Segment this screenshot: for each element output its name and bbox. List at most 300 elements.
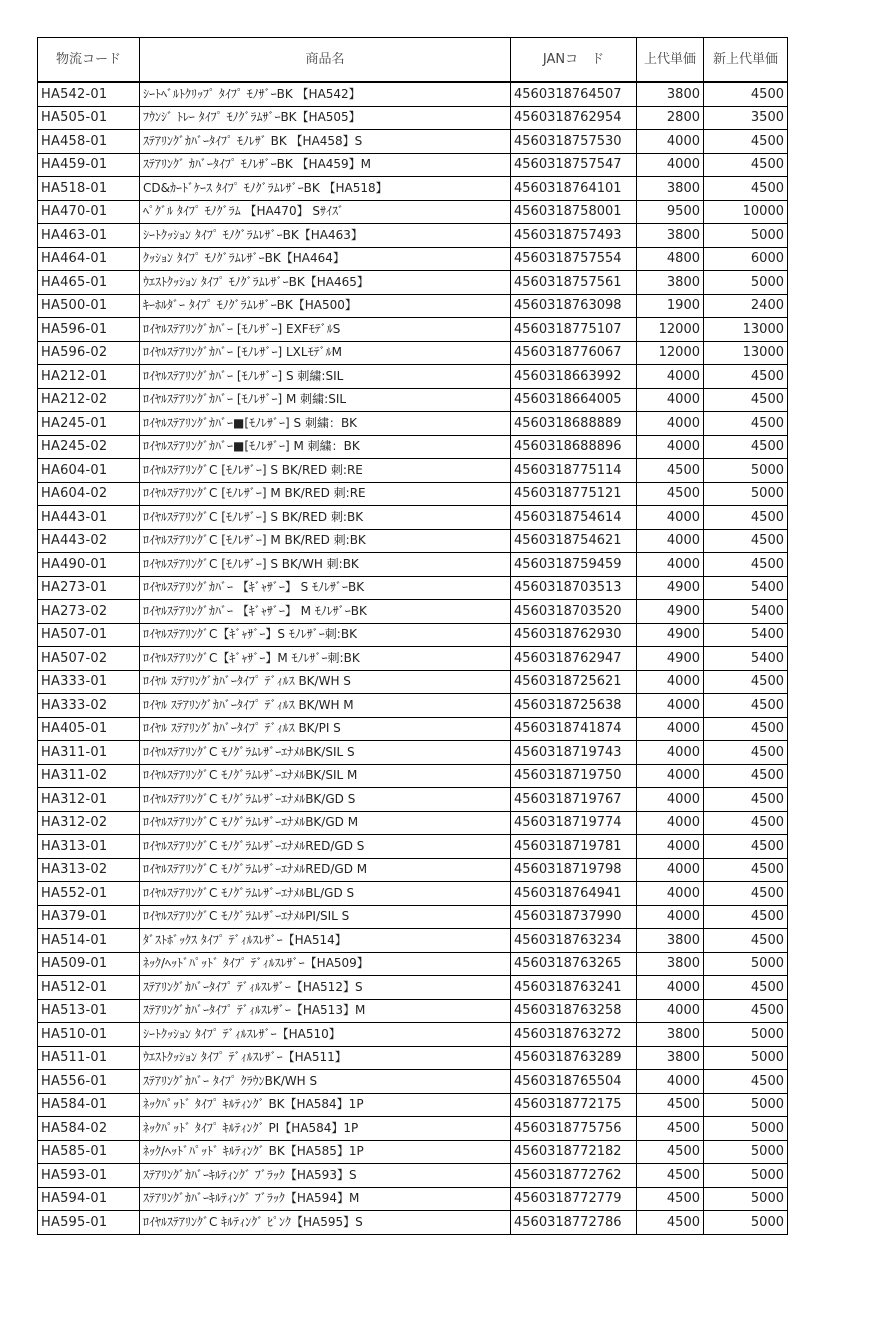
cell-price-old: 4000 — [637, 764, 704, 788]
cell-jan-code: 4560318762930 — [511, 623, 637, 647]
cell-price-new: 5000 — [704, 482, 788, 506]
table-row — [38, 1164, 788, 1188]
cell-price-new: 5000 — [704, 459, 788, 483]
cell-product-name: ﾛｲﾔﾙ ｽﾃｱﾘﾝｸﾞｶﾊﾞｰﾀｲﾌﾟ ﾃﾞｨﾙｽ BK/WH M — [140, 694, 511, 718]
cell-price-new: 4500 — [704, 788, 788, 812]
cell-code: HA245-02 — [38, 435, 140, 459]
cell-jan-code: 4560318763272 — [511, 1023, 637, 1047]
cell-code: HA595-01 — [38, 1211, 140, 1235]
table-row — [38, 506, 788, 530]
cell-jan-code: 4560318772182 — [511, 1140, 637, 1164]
cell-jan-code: 4560318764507 — [511, 82, 637, 106]
cell-price-new: 5400 — [704, 647, 788, 671]
cell-jan-code: 4560318772762 — [511, 1164, 637, 1188]
cell-product-name: ｷｰﾎﾙﾀﾞｰ ﾀｲﾌﾟ ﾓﾉｸﾞﾗﾑﾚｻﾞｰBK【HA500】 — [140, 294, 511, 318]
cell-price-new: 4500 — [704, 858, 788, 882]
cell-price-new: 4500 — [704, 717, 788, 741]
cell-price-old: 4500 — [637, 1093, 704, 1117]
cell-price-old: 4800 — [637, 247, 704, 271]
header-code: 物流コード — [38, 38, 140, 83]
table-row — [38, 529, 788, 553]
cell-code: HA273-01 — [38, 576, 140, 600]
table-row — [38, 811, 788, 835]
cell-product-name: ﾌｳﾝｼﾞ ﾄﾚｰ ﾀｲﾌﾟ ﾓﾉｸﾞﾗﾑｻﾞｰBK【HA505】 — [140, 106, 511, 130]
cell-product-name: ﾛｲﾔﾙ ｽﾃｱﾘﾝｸﾞｶﾊﾞｰﾀｲﾌﾟ ﾃﾞｨﾙｽ BK/PI S — [140, 717, 511, 741]
cell-product-name: ｼｰﾄｸｯｼｮﾝ ﾀｲﾌﾟ ﾓﾉｸﾞﾗﾑﾚｻﾞｰBK【HA463】 — [140, 224, 511, 248]
cell-price-old: 4000 — [637, 694, 704, 718]
cell-product-name: ﾛｲﾔﾙｽﾃｱﾘﾝｸﾞｶﾊﾞｰ 【ｷﾞｬｻﾞｰ】 M ﾓﾉﾚｻﾞｰBK — [140, 600, 511, 624]
table-row — [38, 1117, 788, 1141]
cell-jan-code: 4560318719767 — [511, 788, 637, 812]
table-row — [38, 764, 788, 788]
cell-code: HA507-01 — [38, 623, 140, 647]
cell-jan-code: 4560318764101 — [511, 177, 637, 201]
cell-price-new: 5000 — [704, 271, 788, 295]
cell-product-name: ｳｴｽﾄｸｯｼｮﾝ ﾀｲﾌﾟ ﾓﾉｸﾞﾗﾑﾚｻﾞｰBK【HA465】 — [140, 271, 511, 295]
cell-price-old: 4900 — [637, 600, 704, 624]
cell-product-name: ﾛｲﾔﾙｽﾃｱﾘﾝｸﾞC ﾓﾉｸﾞﾗﾑﾚｻﾞｰｴﾅﾒﾙBL/GD S — [140, 882, 511, 906]
cell-product-name: ｽﾃｱﾘﾝｸﾞｶﾊﾞｰﾀｲﾌﾟ ﾃﾞｨﾙｽﾚｻﾞｰ【HA512】S — [140, 976, 511, 1000]
cell-price-new: 5000 — [704, 1140, 788, 1164]
cell-price-old: 4000 — [637, 506, 704, 530]
cell-jan-code: 4560318725621 — [511, 670, 637, 694]
cell-price-old: 4000 — [637, 153, 704, 177]
cell-product-name: ﾛｲﾔﾙｽﾃｱﾘﾝｸﾞC [ﾓﾉﾚｻﾞｰ] S BK/RED 刺:BK — [140, 506, 511, 530]
table-row — [38, 412, 788, 436]
cell-code: HA514-01 — [38, 929, 140, 953]
cell-jan-code: 4560318757554 — [511, 247, 637, 271]
cell-price-old: 3800 — [637, 82, 704, 106]
cell-code: HA405-01 — [38, 717, 140, 741]
cell-product-name: ﾈｯｸﾊﾟｯﾄﾞ ﾀｲﾌﾟ ｷﾙﾃｨﾝｸﾞ PI【HA584】1P — [140, 1117, 511, 1141]
cell-code: HA542-01 — [38, 82, 140, 106]
cell-price-old: 1900 — [637, 294, 704, 318]
cell-jan-code: 4560318763258 — [511, 999, 637, 1023]
cell-price-old: 9500 — [637, 200, 704, 224]
cell-product-name: ｽﾃｱﾘﾝｸﾞ ｶﾊﾞｰﾀｲﾌﾟ ﾓﾉﾚｻﾞｰBK 【HA459】M — [140, 153, 511, 177]
cell-code: HA552-01 — [38, 882, 140, 906]
cell-price-new: 4500 — [704, 388, 788, 412]
cell-price-old: 4500 — [637, 482, 704, 506]
cell-price-new: 5000 — [704, 1187, 788, 1211]
table-row — [38, 1046, 788, 1070]
table-row — [38, 741, 788, 765]
cell-code: HA556-01 — [38, 1070, 140, 1094]
cell-jan-code: 4560318775107 — [511, 318, 637, 342]
cell-code: HA511-01 — [38, 1046, 140, 1070]
table-row — [38, 153, 788, 177]
cell-product-name: ﾛｲﾔﾙｽﾃｱﾘﾝｸﾞｶﾊﾞｰ■[ﾓﾉﾚｻﾞｰ] S 刺繍：BK — [140, 412, 511, 436]
cell-price-new: 5000 — [704, 1117, 788, 1141]
cell-jan-code: 4560318688896 — [511, 435, 637, 459]
cell-price-old: 3800 — [637, 271, 704, 295]
cell-price-old: 4000 — [637, 905, 704, 929]
cell-price-new: 4500 — [704, 506, 788, 530]
cell-jan-code: 4560318757530 — [511, 130, 637, 154]
cell-price-new: 6000 — [704, 247, 788, 271]
cell-code: HA593-01 — [38, 1164, 140, 1188]
header-price-new: 新上代単価 — [704, 38, 788, 83]
cell-price-new: 4500 — [704, 553, 788, 577]
table-row — [38, 106, 788, 130]
cell-price-new: 5000 — [704, 224, 788, 248]
table-row — [38, 130, 788, 154]
cell-code: HA463-01 — [38, 224, 140, 248]
cell-product-name: ｽﾃｱﾘﾝｸﾞｶﾊﾞｰｷﾙﾃｨﾝｸﾞ ﾌﾞﾗｯｸ【HA594】M — [140, 1187, 511, 1211]
cell-jan-code: 4560318719774 — [511, 811, 637, 835]
cell-jan-code: 4560318759459 — [511, 553, 637, 577]
table-row — [38, 1211, 788, 1235]
table-row — [38, 459, 788, 483]
cell-price-old: 3800 — [637, 929, 704, 953]
cell-jan-code: 4560318737990 — [511, 905, 637, 929]
cell-product-name: ｼｰﾄﾍﾞﾙﾄｸﾘｯﾌﾟ ﾀｲﾌﾟ ﾓﾉｻﾞｰBK 【HA542】 — [140, 82, 511, 106]
cell-product-name: ﾍﾟｸﾞﾙ ﾀｲﾌﾟ ﾓﾉｸﾞﾗﾑ 【HA470】 Sｻｲｽﾞ — [140, 200, 511, 224]
cell-product-name: ﾛｲﾔﾙｽﾃｱﾘﾝｸﾞC [ﾓﾉﾚｻﾞｰ] S BK/WH 刺:BK — [140, 553, 511, 577]
cell-price-new: 4500 — [704, 999, 788, 1023]
cell-product-name: ﾛｲﾔﾙｽﾃｱﾘﾝｸﾞC ｷﾙﾃｨﾝｸﾞ ﾋﾟﾝｸ【HA595】S — [140, 1211, 511, 1235]
cell-code: HA585-01 — [38, 1140, 140, 1164]
cell-price-old: 4500 — [637, 1164, 704, 1188]
cell-code: HA490-01 — [38, 553, 140, 577]
cell-code: HA596-01 — [38, 318, 140, 342]
cell-product-name: ｽﾃｱﾘﾝｸﾞｶﾊﾞｰｷﾙﾃｨﾝｸﾞ ﾌﾞﾗｯｸ【HA593】S — [140, 1164, 511, 1188]
cell-price-old: 4000 — [637, 976, 704, 1000]
table-row — [38, 1023, 788, 1047]
cell-product-name: ﾛｲﾔﾙｽﾃｱﾘﾝｸﾞC ﾓﾉｸﾞﾗﾑﾚｻﾞｰｴﾅﾒﾙRED/GD S — [140, 835, 511, 859]
table-row — [38, 1187, 788, 1211]
header-jan-code: JANコ ド — [511, 38, 637, 83]
cell-price-new: 13000 — [704, 318, 788, 342]
cell-price-old: 4000 — [637, 788, 704, 812]
cell-jan-code: 4560318664005 — [511, 388, 637, 412]
table-row — [38, 858, 788, 882]
cell-code: HA464-01 — [38, 247, 140, 271]
cell-price-old: 4500 — [637, 1140, 704, 1164]
cell-code: HA333-02 — [38, 694, 140, 718]
cell-product-name: ｳｴｽﾄｸｯｼｮﾝ ﾀｲﾌﾟ ﾃﾞｨﾙｽﾚｻﾞｰ【HA511】 — [140, 1046, 511, 1070]
cell-product-name: ﾛｲﾔﾙｽﾃｱﾘﾝｸﾞC ﾓﾉｸﾞﾗﾑﾚｻﾞｰｴﾅﾒﾙBK/SIL M — [140, 764, 511, 788]
cell-price-new: 5000 — [704, 1093, 788, 1117]
cell-jan-code: 4560318775121 — [511, 482, 637, 506]
cell-jan-code: 4560318763098 — [511, 294, 637, 318]
cell-product-name: ﾛｲﾔﾙ ｽﾃｱﾘﾝｸﾞｶﾊﾞｰﾀｲﾌﾟ ﾃﾞｨﾙｽ BK/WH S — [140, 670, 511, 694]
cell-price-old: 4000 — [637, 835, 704, 859]
table-row — [38, 1140, 788, 1164]
table-row — [38, 882, 788, 906]
cell-jan-code: 4560318719781 — [511, 835, 637, 859]
cell-product-name: ｽﾃｱﾘﾝｸﾞｶﾊﾞｰﾀｲﾌﾟ ﾃﾞｨﾙｽﾚｻﾞｰ【HA513】M — [140, 999, 511, 1023]
cell-code: HA212-02 — [38, 388, 140, 412]
cell-price-old: 4000 — [637, 412, 704, 436]
cell-code: HA443-02 — [38, 529, 140, 553]
cell-price-new: 4500 — [704, 976, 788, 1000]
cell-code: HA518-01 — [38, 177, 140, 201]
cell-jan-code: 4560318719798 — [511, 858, 637, 882]
cell-price-old: 4000 — [637, 858, 704, 882]
cell-product-name: ﾈｯｸ/ﾍｯﾄﾞﾊﾟｯﾄﾞ ﾀｲﾌﾟ ﾃﾞｨﾙｽﾚｻﾞｰ【HA509】 — [140, 952, 511, 976]
cell-code: HA245-01 — [38, 412, 140, 436]
cell-jan-code: 4560318663992 — [511, 365, 637, 389]
cell-price-new: 4500 — [704, 670, 788, 694]
table-row — [38, 1093, 788, 1117]
cell-price-old: 4000 — [637, 435, 704, 459]
cell-jan-code: 4560318776067 — [511, 341, 637, 365]
cell-code: HA470-01 — [38, 200, 140, 224]
table-row — [38, 600, 788, 624]
cell-jan-code: 4560318757547 — [511, 153, 637, 177]
cell-price-new: 4500 — [704, 882, 788, 906]
cell-code: HA596-02 — [38, 341, 140, 365]
table-row — [38, 976, 788, 1000]
cell-jan-code: 4560318772175 — [511, 1093, 637, 1117]
table-row — [38, 294, 788, 318]
table-row — [38, 271, 788, 295]
cell-jan-code: 4560318762947 — [511, 647, 637, 671]
cell-price-old: 2800 — [637, 106, 704, 130]
cell-price-new: 5400 — [704, 600, 788, 624]
cell-code: HA459-01 — [38, 153, 140, 177]
cell-product-name: ｽﾃｱﾘﾝｸﾞｶﾊﾞｰ ﾀｲﾌﾟ ｸﾗｳﾝBK/WH S — [140, 1070, 511, 1094]
cell-jan-code: 4560318757493 — [511, 224, 637, 248]
cell-price-old: 4000 — [637, 811, 704, 835]
cell-code: HA273-02 — [38, 600, 140, 624]
cell-code: HA312-02 — [38, 811, 140, 835]
cell-jan-code: 4560318754621 — [511, 529, 637, 553]
cell-product-name: ﾛｲﾔﾙｽﾃｱﾘﾝｸﾞｶﾊﾞｰ [ﾓﾉﾚｻﾞｰ] S 刺繍:SIL — [140, 365, 511, 389]
cell-price-old: 4000 — [637, 670, 704, 694]
table-body — [38, 82, 788, 1234]
cell-price-new: 5000 — [704, 1023, 788, 1047]
table-row — [38, 670, 788, 694]
table-row — [38, 388, 788, 412]
cell-product-name: ﾛｲﾔﾙｽﾃｱﾘﾝｸﾞC [ﾓﾉﾚｻﾞｰ] S BK/RED 刺:RE — [140, 459, 511, 483]
table-row — [38, 647, 788, 671]
cell-price-new: 13000 — [704, 341, 788, 365]
cell-price-new: 4500 — [704, 435, 788, 459]
cell-price-old: 4900 — [637, 623, 704, 647]
cell-price-old: 4000 — [637, 999, 704, 1023]
cell-jan-code: 4560318719750 — [511, 764, 637, 788]
cell-jan-code: 4560318772779 — [511, 1187, 637, 1211]
table-row — [38, 224, 788, 248]
cell-jan-code: 4560318688889 — [511, 412, 637, 436]
cell-jan-code: 4560318758001 — [511, 200, 637, 224]
cell-jan-code: 4560318763265 — [511, 952, 637, 976]
cell-price-new: 10000 — [704, 200, 788, 224]
cell-price-old: 4000 — [637, 130, 704, 154]
cell-price-new: 4500 — [704, 529, 788, 553]
cell-code: HA510-01 — [38, 1023, 140, 1047]
cell-code: HA313-02 — [38, 858, 140, 882]
cell-price-old: 4500 — [637, 1187, 704, 1211]
cell-jan-code: 4560318763234 — [511, 929, 637, 953]
cell-code: HA594-01 — [38, 1187, 140, 1211]
cell-product-name: ﾛｲﾔﾙｽﾃｱﾘﾝｸﾞｶﾊﾞｰ [ﾓﾉﾚｻﾞｰ] M 刺繍:SIL — [140, 388, 511, 412]
cell-price-new: 5000 — [704, 1046, 788, 1070]
cell-price-new: 4500 — [704, 835, 788, 859]
cell-price-old: 12000 — [637, 318, 704, 342]
table-row — [38, 717, 788, 741]
cell-product-name: ﾛｲﾔﾙｽﾃｱﾘﾝｸﾞC ﾓﾉｸﾞﾗﾑﾚｻﾞｰｴﾅﾒﾙBK/GD S — [140, 788, 511, 812]
cell-jan-code: 4560318764941 — [511, 882, 637, 906]
cell-price-new: 3500 — [704, 106, 788, 130]
table-row — [38, 623, 788, 647]
cell-price-old: 3800 — [637, 952, 704, 976]
cell-product-name: CD&ｶｰﾄﾞｹｰｽ ﾀｲﾌﾟ ﾓﾉｸﾞﾗﾑﾚｻﾞｰBK 【HA518】 — [140, 177, 511, 201]
table-row — [38, 835, 788, 859]
cell-price-new: 4500 — [704, 811, 788, 835]
cell-code: HA500-01 — [38, 294, 140, 318]
cell-code: HA379-01 — [38, 905, 140, 929]
cell-jan-code: 4560318775114 — [511, 459, 637, 483]
cell-price-old: 4000 — [637, 529, 704, 553]
table-row — [38, 365, 788, 389]
header-price-old: 上代単価 — [637, 38, 704, 83]
cell-product-name: ﾛｲﾔﾙｽﾃｱﾘﾝｸﾞｶﾊﾞｰ■[ﾓﾉﾚｻﾞｰ] M 刺繍：BK — [140, 435, 511, 459]
cell-code: HA584-01 — [38, 1093, 140, 1117]
cell-price-old: 4000 — [637, 741, 704, 765]
table-row — [38, 82, 788, 106]
table-row — [38, 952, 788, 976]
cell-jan-code: 4560318757561 — [511, 271, 637, 295]
cell-price-new: 4500 — [704, 694, 788, 718]
cell-price-new: 5400 — [704, 623, 788, 647]
cell-price-new: 4500 — [704, 365, 788, 389]
cell-price-new: 4500 — [704, 764, 788, 788]
cell-product-name: ﾛｲﾔﾙｽﾃｱﾘﾝｸﾞｶﾊﾞｰ 【ｷﾞｬｻﾞｰ】 S ﾓﾉﾚｻﾞｰBK — [140, 576, 511, 600]
cell-price-old: 4500 — [637, 1211, 704, 1235]
cell-price-new: 4500 — [704, 412, 788, 436]
cell-product-name: ｼｰﾄｸｯｼｮﾝ ﾀｲﾌﾟ ﾃﾞｨﾙｽﾚｻﾞｰ【HA510】 — [140, 1023, 511, 1047]
cell-price-old: 4000 — [637, 717, 704, 741]
cell-code: HA458-01 — [38, 130, 140, 154]
cell-price-new: 5000 — [704, 1164, 788, 1188]
cell-price-old: 4900 — [637, 647, 704, 671]
cell-price-old: 4500 — [637, 1117, 704, 1141]
cell-price-old: 12000 — [637, 341, 704, 365]
cell-price-new: 5000 — [704, 952, 788, 976]
cell-product-name: ﾛｲﾔﾙｽﾃｱﾘﾝｸﾞC [ﾓﾉﾚｻﾞｰ] M BK/RED 刺:BK — [140, 529, 511, 553]
cell-price-new: 4500 — [704, 177, 788, 201]
cell-price-new: 4500 — [704, 130, 788, 154]
cell-price-new: 4500 — [704, 82, 788, 106]
cell-price-new: 2400 — [704, 294, 788, 318]
table-row — [38, 576, 788, 600]
cell-product-name: ﾛｲﾔﾙｽﾃｱﾘﾝｸﾞC ﾓﾉｸﾞﾗﾑﾚｻﾞｰｴﾅﾒﾙBK/SIL S — [140, 741, 511, 765]
table-row — [38, 905, 788, 929]
cell-jan-code: 4560318703520 — [511, 600, 637, 624]
cell-product-name: ﾛｲﾔﾙｽﾃｱﾘﾝｸﾞC【ｷﾞｬｻﾞｰ】M ﾓﾉﾚｻﾞｰ刺:BK — [140, 647, 511, 671]
cell-code: HA507-02 — [38, 647, 140, 671]
cell-code: HA212-01 — [38, 365, 140, 389]
cell-code: HA333-01 — [38, 670, 140, 694]
cell-jan-code: 4560318703513 — [511, 576, 637, 600]
cell-price-new: 4500 — [704, 1070, 788, 1094]
cell-code: HA505-01 — [38, 106, 140, 130]
table-header — [38, 38, 788, 83]
cell-code: HA311-02 — [38, 764, 140, 788]
cell-product-name: ﾛｲﾔﾙｽﾃｱﾘﾝｸﾞｶﾊﾞｰ [ﾓﾉﾚｻﾞｰ] EXFﾓﾃﾞﾙS — [140, 318, 511, 342]
cell-jan-code: 4560318741874 — [511, 717, 637, 741]
cell-code: HA604-02 — [38, 482, 140, 506]
cell-price-old: 3800 — [637, 224, 704, 248]
cell-product-name: ﾈｯｸ/ﾍｯﾄﾞﾊﾟｯﾄﾞ ｷﾙﾃｨﾝｸﾞ BK【HA585】1P — [140, 1140, 511, 1164]
cell-product-name: ﾈｯｸﾊﾟｯﾄﾞ ﾀｲﾌﾟ ｷﾙﾃｨﾝｸﾞ BK【HA584】1P — [140, 1093, 511, 1117]
table-row — [38, 553, 788, 577]
cell-product-name: ﾛｲﾔﾙｽﾃｱﾘﾝｸﾞC [ﾓﾉﾚｻﾞｰ] M BK/RED 刺:RE — [140, 482, 511, 506]
table-row — [38, 1070, 788, 1094]
cell-price-old: 4000 — [637, 1070, 704, 1094]
cell-code: HA512-01 — [38, 976, 140, 1000]
cell-price-new: 4500 — [704, 929, 788, 953]
table-row — [38, 999, 788, 1023]
table-row — [38, 694, 788, 718]
cell-price-old: 4000 — [637, 882, 704, 906]
table-row — [38, 929, 788, 953]
cell-jan-code: 4560318772786 — [511, 1211, 637, 1235]
table-row — [38, 177, 788, 201]
cell-code: HA509-01 — [38, 952, 140, 976]
table-row — [38, 788, 788, 812]
cell-code: HA312-01 — [38, 788, 140, 812]
cell-price-old: 3800 — [637, 1023, 704, 1047]
cell-code: HA465-01 — [38, 271, 140, 295]
cell-product-name: ｸｯｼｮﾝ ﾀｲﾌﾟ ﾓﾉｸﾞﾗﾑﾚｻﾞｰBK【HA464】 — [140, 247, 511, 271]
cell-jan-code: 4560318763289 — [511, 1046, 637, 1070]
cell-product-name: ﾛｲﾔﾙｽﾃｱﾘﾝｸﾞｶﾊﾞｰ [ﾓﾉﾚｻﾞｰ] LXLﾓﾃﾞﾙM — [140, 341, 511, 365]
cell-jan-code: 4560318763241 — [511, 976, 637, 1000]
cell-code: HA311-01 — [38, 741, 140, 765]
cell-product-name: ﾛｲﾔﾙｽﾃｱﾘﾝｸﾞC ﾓﾉｸﾞﾗﾑﾚｻﾞｰｴﾅﾒﾙRED/GD M — [140, 858, 511, 882]
cell-product-name: ﾀﾞｽﾄﾎﾞｯｸｽ ﾀｲﾌﾟ ﾃﾞｨﾙｽﾚｻﾞｰ【HA514】 — [140, 929, 511, 953]
cell-price-new: 4500 — [704, 153, 788, 177]
cell-price-new: 5400 — [704, 576, 788, 600]
cell-price-old: 3800 — [637, 1046, 704, 1070]
cell-code: HA313-01 — [38, 835, 140, 859]
cell-jan-code: 4560318762954 — [511, 106, 637, 130]
table-row — [38, 318, 788, 342]
cell-jan-code: 4560318775756 — [511, 1117, 637, 1141]
header-product-name: 商品名 — [140, 38, 511, 83]
table-row — [38, 435, 788, 459]
cell-price-new: 4500 — [704, 905, 788, 929]
table-row — [38, 200, 788, 224]
header-row — [38, 38, 788, 83]
cell-product-name: ｽﾃｱﾘﾝｸﾞｶﾊﾞｰﾀｲﾌﾟ ﾓﾉﾚｻﾞ BK 【HA458】S — [140, 130, 511, 154]
cell-price-old: 4000 — [637, 388, 704, 412]
cell-price-old: 3800 — [637, 177, 704, 201]
cell-product-name: ﾛｲﾔﾙｽﾃｱﾘﾝｸﾞC【ｷﾞｬｻﾞｰ】S ﾓﾉﾚｻﾞｰ刺:BK — [140, 623, 511, 647]
cell-jan-code: 4560318719743 — [511, 741, 637, 765]
cell-code: HA584-02 — [38, 1117, 140, 1141]
cell-jan-code: 4560318765504 — [511, 1070, 637, 1094]
cell-price-old: 4000 — [637, 365, 704, 389]
table-row — [38, 482, 788, 506]
cell-code: HA604-01 — [38, 459, 140, 483]
cell-price-old: 4900 — [637, 576, 704, 600]
table-row — [38, 341, 788, 365]
cell-price-new: 4500 — [704, 741, 788, 765]
cell-product-name: ﾛｲﾔﾙｽﾃｱﾘﾝｸﾞC ﾓﾉｸﾞﾗﾑﾚｻﾞｰｴﾅﾒﾙBK/GD M — [140, 811, 511, 835]
cell-jan-code: 4560318725638 — [511, 694, 637, 718]
cell-code: HA513-01 — [38, 999, 140, 1023]
cell-price-old: 4500 — [637, 459, 704, 483]
cell-product-name: ﾛｲﾔﾙｽﾃｱﾘﾝｸﾞC ﾓﾉｸﾞﾗﾑﾚｻﾞｰｴﾅﾒﾙPI/SIL S — [140, 905, 511, 929]
cell-code: HA443-01 — [38, 506, 140, 530]
price-table — [37, 37, 788, 1235]
cell-price-new: 5000 — [704, 1211, 788, 1235]
